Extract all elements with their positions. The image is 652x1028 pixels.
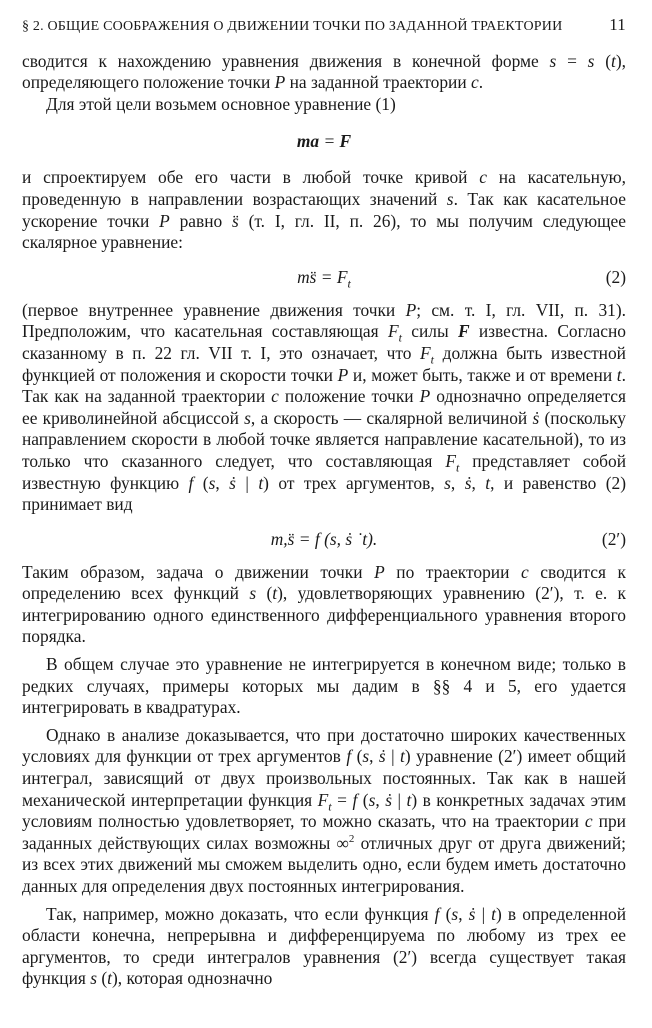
running-head [22,14,626,45]
paragraph-tangential-component: (первое внутреннее уравнение движения точки P; см. т. I, гл. VII, п. 31). Предположим, что касательная составляющая $F_t$ силы F известна. Согласно сказанному в п. 22 гл. VII т. I, это означает, что $F_t$ должна быть известной функцией от положения и скорости точки P и, может быть, также и от времени t. Так как на заданной траектории c положение точки P однозначно определяется ее криволинейной абсциссой s, а скорость — скалярной величиной ṡ (поскольку направлением скорости в любой точке является направление касательной), то из только что сказанного следует, что составляющая $F_t$ представляет собой известную функцию f (s, ṡ | t) от трех аргументов, s, ṡ, t, и равенство (2) принимает вид [22,299,627,515]
paragraph-continuation: сводится к нахождению уравнения движения в конечной форме s = s (t), определяющего положение точки P на заданной траектории c. [22,50,627,93]
paragraph-take-equation: Для этой цели возьмем основное уравнение (1) [46,93,396,114]
paragraph-projection: и спроектируем обе его части в любой точке кривой c на касательную, проведенную в направлении возрастающих значений s. Так как касательное ускорение точки P равно s̈ (т. I, гл. II, п. 26), то мы получим следующее скалярное уравнение: [22,167,626,253]
section-title: § 2. ОБЩИЕ СООБРАЖЕНИЯ О ДВИЖЕНИИ ТОЧКИ ПО ЗАДАННОЙ ТРАЕКТОРИИ [22,19,563,34]
paragraph-example: Так, например, можно доказать, что если функция f (s, ṡ | t) в определенной области конечна, непрерывна и дифференцируема по любому из трех ее аргументов, то среди интегралов уравнения (2′) всегда существует такая функция s (t), которая однозначно [22,903,627,989]
paragraph-general-case: В общем случае это уравнение не интегрируется в конечном виде; только в редких случаях, примеры которых мы дадим в §§ 4 и 5, его удается интегрировать в квадратурах. [22,654,626,718]
paragraph-reduction: Таким образом, задача о движении точки P по траектории c сводится к определению всех функций s (t), удовлетворяющих уравнению (2′), т. е. к интегрированию одного единственного дифференциального уравнения второго порядка. [22,561,627,647]
paragraph-analysis: Однако в анализе доказывается, что при достаточно широких качественных условиях для функции от трех аргументов f (s, ṡ | t) уравнение (2′) имеет общий интеграл, зависящий от двух произвольных постоянных. Так как в нашей механической интерпретации функция $F_t = f$ (s, ṡ | t) в конкретных задачах этим условиям полностью удовлетворяет, то можно сказать, что на траектории c при заданных действующих силах возможны ∞$^2$ отличных друг от друга движений; из всех этих движений мы сможем выделить одно, если будем иметь достаточно данных для определения двух постоянных интегрирования. [22,724,627,896]
equation-2-prime-formula: m,s̈ = f (s, ṡ ˙t). [270,528,378,549]
equation-2-prime-number: (2′) [601,528,626,549]
equation-2-prime [22,516,626,562]
page-number: 11 [609,15,626,34]
equation-2 [22,254,626,300]
equation-1 [22,115,626,167]
equation-2-formula: ms̈ = $F_t$ [297,266,351,291]
equation-1-formula: ma = F [296,131,352,152]
equation-2-number: (2) [605,266,626,287]
